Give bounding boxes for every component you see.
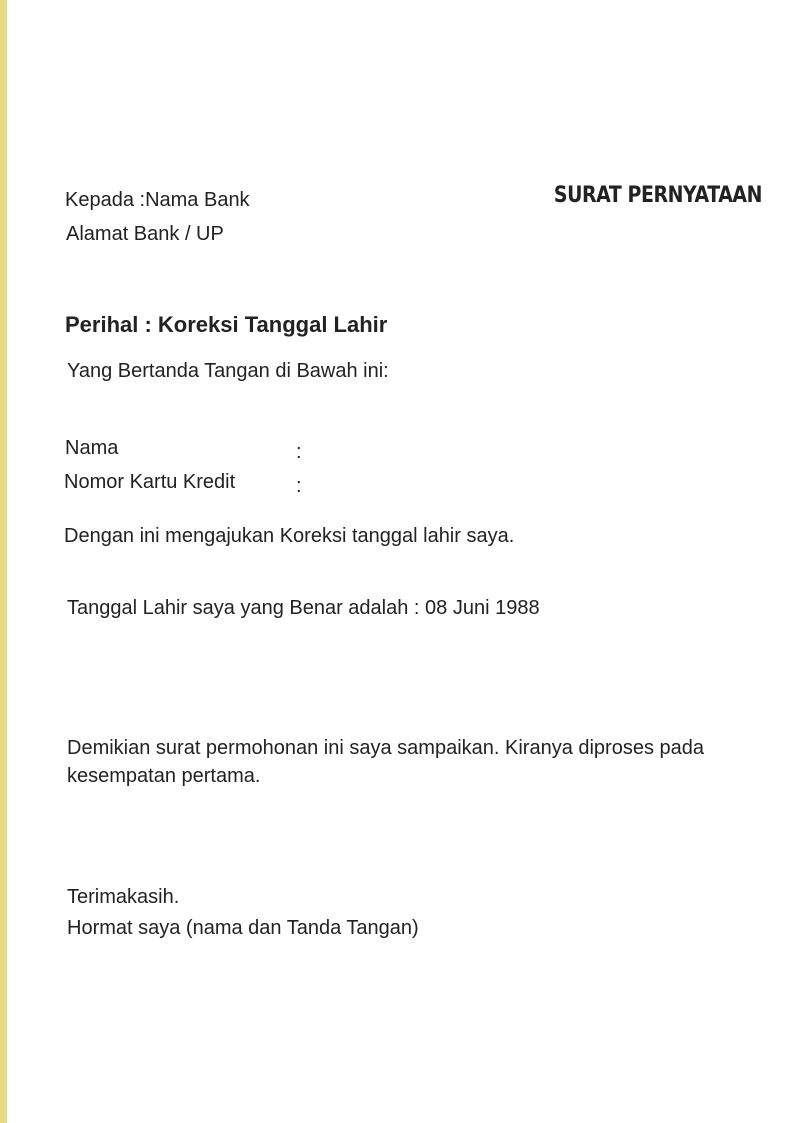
field-card-number-separator: : (296, 475, 302, 497)
request-line: Dengan ini mengajukan Koreksi tanggal lahir saya. (64, 525, 515, 547)
field-card-number-label: Nomor Kartu Kredit (64, 471, 236, 493)
thanks-line: Terimakasih. (67, 886, 180, 908)
closing-paragraph: Demikian surat permohonan ini saya sampaikan. Kiranya diproses pada kesempatan pertama. (67, 737, 705, 787)
subject-line: Perihal : Koreksi Tanggal Lahir (65, 312, 388, 337)
birthdate-line: Tanggal Lahir saya yang Benar adalah : 08 Juni 1988 (67, 597, 540, 619)
document-title: SURAT PERNYATAAN (553, 183, 762, 208)
address-line: Alamat Bank / UP (66, 223, 224, 245)
recipient-line: Kepada :Nama Bank (65, 189, 250, 211)
accent-bar (0, 0, 7, 1123)
field-name-separator: : (296, 441, 302, 463)
intro-line: Yang Bertanda Tangan di Bawah ini: (67, 360, 389, 382)
signature-line: Hormat saya (nama dan Tanda Tangan) (67, 917, 419, 939)
field-name-label: Nama (65, 437, 119, 459)
